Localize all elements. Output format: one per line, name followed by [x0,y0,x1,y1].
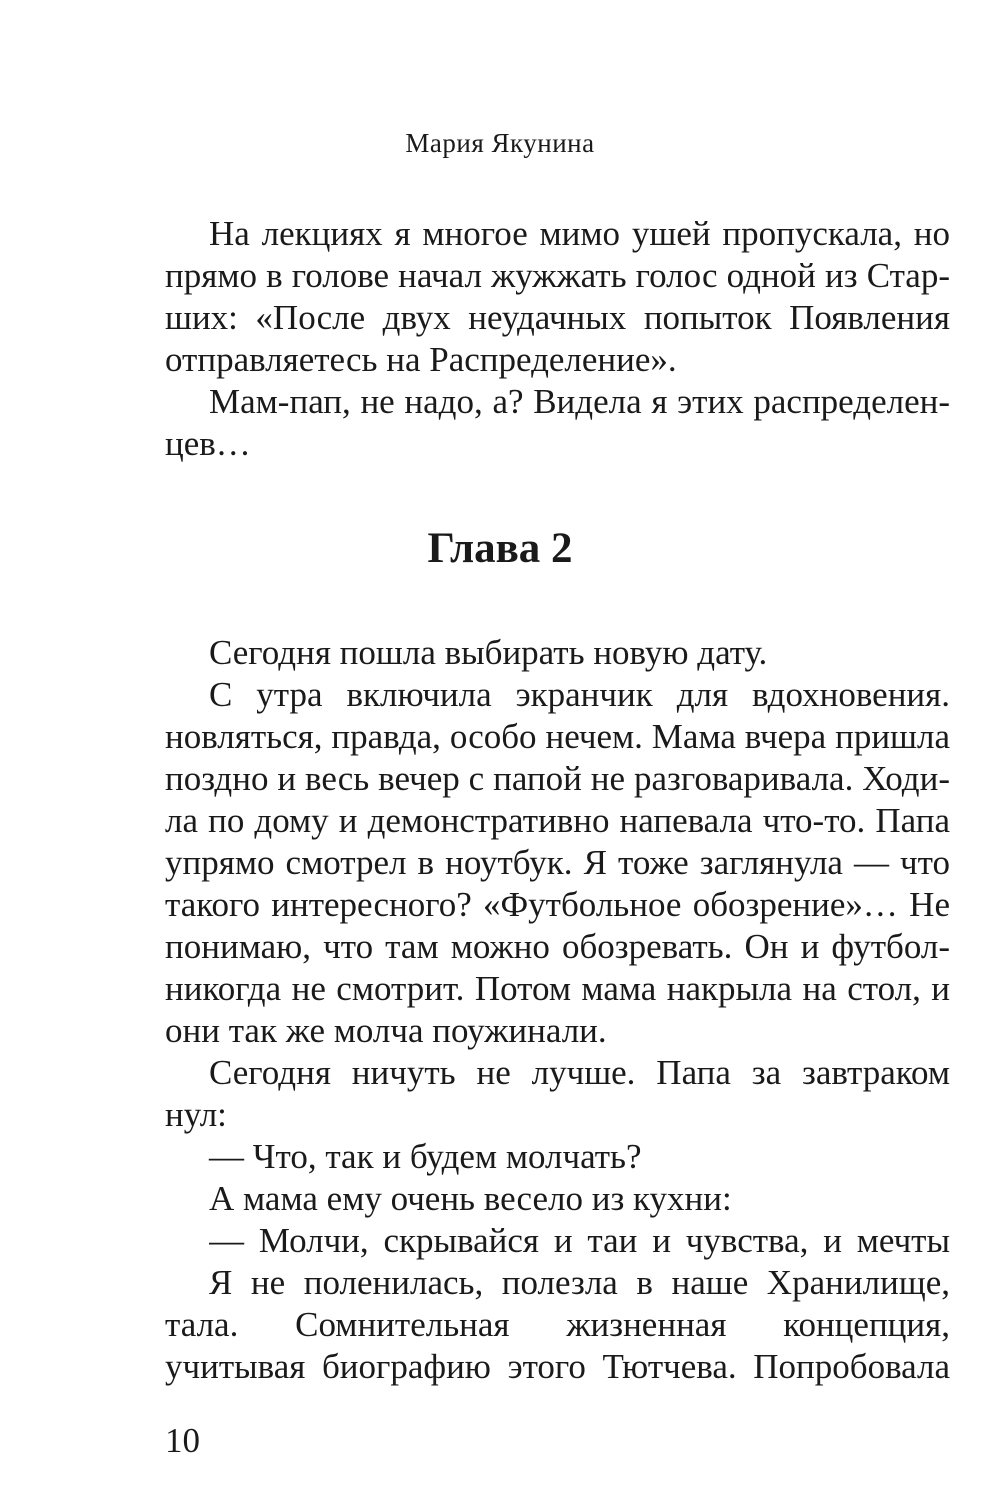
text-line: тала. Сомнительная жизненная концепция, [165,1305,950,1344]
page-number: 10 [165,1421,200,1460]
text-line: Сегодня ничуть не лучше. Папа за завтраком [209,1053,950,1092]
text-line: они так же молча поужинали. [165,1011,607,1050]
text-line: Я не поленилась, полезла в наше Хранилище, [209,1263,950,1302]
text-line: нул: [165,1095,227,1134]
text-line: ших: «После двух неудачных попыток Появления [165,298,950,337]
text-line: Мам-пап, не надо, а? Видела я этих распределен- [209,382,950,421]
text-line: Сегодня пошла выбирать новую дату. [209,633,768,672]
text-line: новляться, правда, особо нечем. Мама вчера пришла [165,717,950,756]
text-line: цев… [165,424,251,463]
running-head-author: Мария Якунина [405,128,595,158]
text-line: учитывая биографию этого Тютчева. Попробовала [165,1347,950,1386]
text-line: прямо в голове начал жужжать голос одной из Стар- [165,256,950,295]
text-line: — Что, так и будем молчать? [209,1137,642,1176]
text-line: понимаю, что там можно обозревать. Он и футбол- [165,927,950,966]
text-line: такого интересного? «Футбольное обозрение»… Не [165,885,950,924]
text-line: На лекциях я многое мимо ушей пропускала, но [209,214,950,253]
text-line: упрямо смотрел в ноутбук. Я тоже заглянула — что [165,843,950,882]
text-line: — Молчи, скрывайся и таи и чувства, и мечты [209,1221,950,1260]
text-line: никогда не смотрит. Потом мама накрыла на стол, и [165,969,950,1008]
text-line: поздно и весь вечер с папой не разговаривала. Ходи- [165,759,950,798]
text-line: отправляетесь на Распределение». [165,340,677,379]
text-line: ла по дому и демонстративно напевала что-то. Папа [165,801,950,840]
chapter-title: Глава 2 [427,525,573,572]
text-line: А мама ему очень весело из кухни: [209,1179,732,1218]
text-line: С утра включила экранчик для вдохновения. [209,675,950,714]
